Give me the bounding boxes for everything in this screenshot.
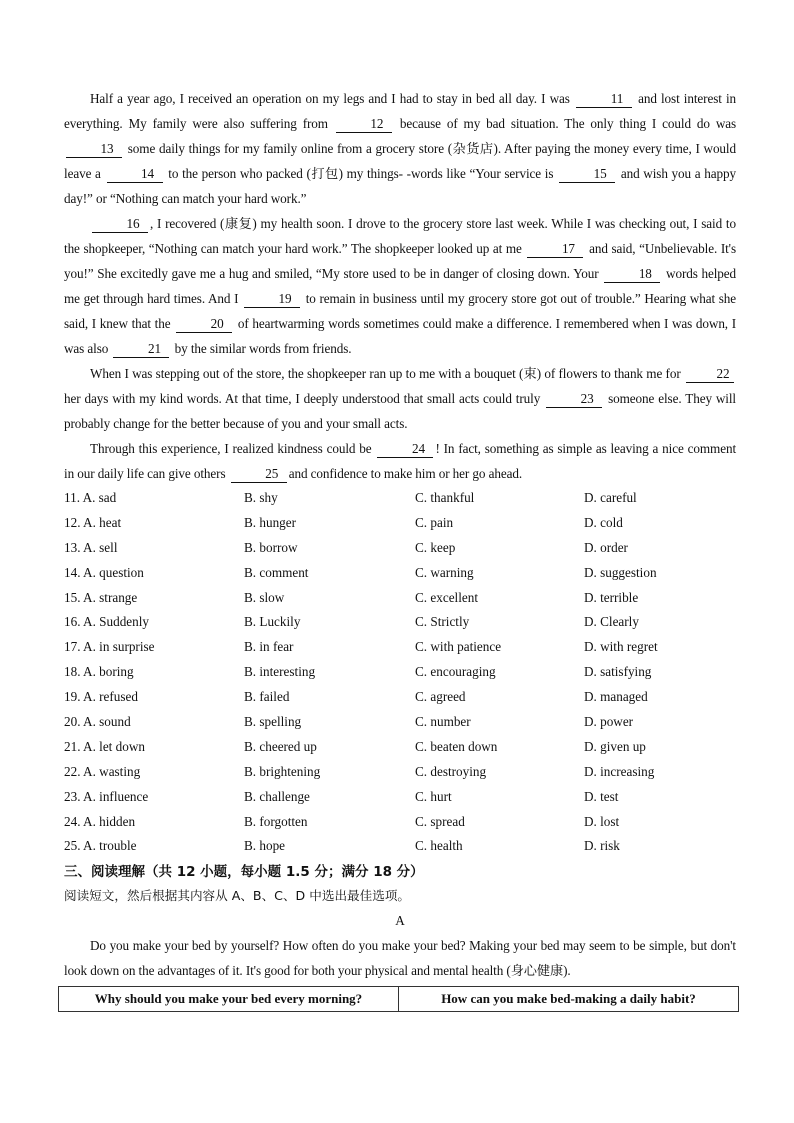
passage-text: to remain in business until my grocery store got out of trouble.” Hearing what she said, I knew that the: [64, 291, 736, 331]
passage-text: her days with my kind words. At that time, I deeply understood that small acts could truly: [64, 391, 541, 406]
blank-16[interactable]: 16: [92, 215, 148, 233]
option-d[interactable]: D. suggestion: [584, 564, 657, 580]
option-a[interactable]: 25. A. trouble: [64, 838, 137, 854]
passage-text: someone else. They will probably change for the better because of you and your small acts.: [64, 391, 736, 431]
passage-text: and confidence to make him or her go ahead.: [288, 466, 523, 481]
option-row-24: [64, 810, 736, 835]
option-b[interactable]: B. spelling: [244, 714, 302, 730]
passage-paragraph-1: [64, 86, 736, 211]
passage-text: of heartwarming words sometimes could make a difference. I remembered when I was down, I was also: [64, 316, 736, 356]
passage-paragraph-4: [64, 436, 736, 486]
option-b[interactable]: B. interesting: [244, 664, 316, 680]
option-row-20: [64, 710, 736, 735]
option-row-21: [64, 735, 736, 760]
option-c[interactable]: C. excellent: [415, 589, 478, 605]
option-d[interactable]: D. Clearly: [584, 614, 639, 630]
option-b[interactable]: B. hunger: [244, 514, 297, 530]
table-header-why: Why should you make your bed every morning?: [94, 991, 363, 1007]
option-d[interactable]: D. careful: [584, 490, 637, 505]
option-row-18: [64, 660, 736, 685]
blank-13[interactable]: 13: [66, 140, 122, 158]
document-page: [64, 86, 736, 1012]
option-b[interactable]: B. slow: [244, 589, 285, 605]
option-a[interactable]: 16. A. Suddenly: [64, 614, 149, 630]
option-b[interactable]: B. in fear: [244, 639, 294, 655]
passage-letter: A: [395, 913, 405, 929]
blank-21[interactable]: 21: [113, 340, 169, 358]
option-c[interactable]: C. health: [415, 838, 463, 854]
option-b[interactable]: B. forgotten: [244, 813, 308, 829]
passage-text: by the similar words from friends.: [174, 341, 352, 356]
section-title: 三、阅读理解（共 12 小题，每小题 1.5 分；满分 18 分）: [64, 864, 424, 881]
option-d[interactable]: D. managed: [584, 689, 648, 705]
option-a[interactable]: 15. A. strange: [64, 589, 138, 605]
option-d[interactable]: D. with regret: [584, 639, 658, 655]
option-c[interactable]: C. encouraging: [415, 664, 496, 680]
option-row-12: [64, 511, 736, 536]
option-row-14: [64, 561, 736, 586]
blank-25[interactable]: 25: [231, 465, 287, 483]
option-b[interactable]: B. shy: [244, 490, 278, 505]
blank-20[interactable]: 20: [176, 315, 232, 333]
option-a[interactable]: 17. A. in surprise: [64, 639, 155, 655]
passage-text: some daily things for my family online from a grocery store (杂货店). After paying the money every time, I would leave a: [64, 141, 736, 181]
option-d[interactable]: D. order: [584, 539, 628, 555]
passage-text: Half a year ago, I received an operation on my legs and I had to stay in bed all day. I was: [90, 91, 570, 106]
passage-text: and wish you a happy day!” or “Nothing can match your hard work.”: [64, 166, 736, 206]
option-row-19: [64, 685, 736, 710]
option-a[interactable]: 12. A. heat: [64, 514, 122, 530]
option-a[interactable]: 19. A. refused: [64, 689, 138, 705]
option-c[interactable]: C. Strictly: [415, 614, 470, 630]
option-d[interactable]: D. increasing: [584, 763, 655, 779]
option-d[interactable]: D. cold: [584, 514, 623, 530]
blank-15[interactable]: 15: [559, 165, 615, 183]
passage-text: and said, “Unbelievable. It's you!” She excitedly gave me a hug and smiled, “My store used to be in danger of closing down. Your: [64, 241, 736, 281]
blank-17[interactable]: 17: [527, 240, 583, 258]
blank-14[interactable]: 14: [107, 165, 163, 183]
option-b[interactable]: B. comment: [244, 564, 309, 580]
options-list: [64, 486, 736, 859]
blank-18[interactable]: 18: [604, 265, 660, 283]
option-d[interactable]: D. satisfying: [584, 664, 652, 680]
option-row-22: [64, 760, 736, 785]
option-c[interactable]: C. beaten down: [415, 738, 498, 754]
blank-22[interactable]: 22: [686, 365, 734, 383]
option-row-11: [64, 486, 736, 511]
option-a[interactable]: 18. A. boring: [64, 664, 134, 680]
option-c[interactable]: C. spread: [415, 813, 465, 829]
passage-text: Through this experience, I realized kindness could be: [90, 441, 372, 456]
passage-paragraph-2: [64, 211, 736, 361]
option-d[interactable]: D. given up: [584, 738, 646, 754]
option-b[interactable]: B. challenge: [244, 788, 310, 804]
blank-23[interactable]: 23: [546, 390, 602, 408]
option-a[interactable]: 21. A. let down: [64, 738, 145, 754]
option-a[interactable]: 14. A. question: [64, 564, 144, 580]
passage-text: because of my bad situation. The only thing I could do was: [399, 116, 737, 131]
blank-11[interactable]: 11: [576, 90, 632, 108]
option-b[interactable]: B. brightening: [244, 763, 321, 779]
option-b[interactable]: B. hope: [244, 838, 286, 854]
option-row-13: [64, 536, 736, 561]
option-c[interactable]: C. hurt: [415, 788, 452, 804]
passage-text: ! In fact, something as simple as leaving a nice comment in our daily life can give others: [64, 441, 737, 481]
option-d[interactable]: D. power: [584, 714, 634, 730]
option-b[interactable]: B. borrow: [244, 539, 298, 555]
option-d[interactable]: D. test: [584, 788, 619, 804]
table-header-how: How can you make bed-making a daily habit?: [398, 987, 738, 1011]
blank-12[interactable]: 12: [336, 115, 392, 133]
section-instruction: 阅读短文，然后根据其内容从 A、B、C、D 中选出最佳选项。: [64, 888, 411, 904]
option-c[interactable]: C. pain: [415, 514, 454, 530]
option-b[interactable]: B. failed: [244, 689, 290, 705]
reading-intro: Do you make your bed by yourself? How often do you make your bed? Making your bed may seem to be simple, but don't look down on the advantages of it. It's good for both your physical and mental health (身心健康).: [64, 938, 736, 979]
passage-text: words helped me get through hard times. And I: [64, 266, 737, 306]
option-row-23: [64, 785, 736, 810]
passage-text: to the person who packed (打包) my things- -words like “Your service is: [168, 166, 554, 181]
option-c[interactable]: C. thankful: [415, 490, 475, 505]
blank-24[interactable]: 24: [377, 440, 433, 458]
option-a[interactable]: 13. A. sell: [64, 539, 118, 555]
option-c[interactable]: C. destroying: [415, 763, 487, 779]
option-row-15: [64, 586, 736, 611]
option-a[interactable]: 22. A. wasting: [64, 763, 141, 779]
passage-text: , I recovered (康复) my health soon. I drove to the grocery store last week. While I was checking out, I said to the shopkeeper, “Nothing can match your hard work.” The shopkeeper looked up at me: [64, 216, 736, 256]
option-row-25: [64, 834, 736, 859]
blank-19[interactable]: 19: [244, 290, 300, 308]
option-d[interactable]: D. risk: [584, 838, 620, 854]
option-d[interactable]: D. terrible: [584, 589, 639, 605]
passage-text: When I was stepping out of the store, the shopkeeper ran up to me with a bouquet (束) of flowers to thank me for: [90, 366, 681, 381]
option-c[interactable]: C. keep: [415, 539, 456, 555]
reading-table: [58, 986, 739, 1012]
option-c[interactable]: C. with patience: [415, 639, 502, 655]
option-c[interactable]: C. number: [415, 714, 471, 730]
option-c[interactable]: C. agreed: [415, 689, 466, 705]
option-b[interactable]: B. cheered up: [244, 738, 317, 754]
option-row-17: [64, 635, 736, 660]
option-b[interactable]: B. Luckily: [244, 614, 301, 630]
passage-paragraph-3: [64, 361, 736, 436]
option-a[interactable]: 11. A. sad: [64, 490, 117, 505]
option-a[interactable]: 20. A. sound: [64, 714, 131, 730]
option-row-16: [64, 610, 736, 635]
option-c[interactable]: C. warning: [415, 564, 474, 580]
option-d[interactable]: D. lost: [584, 813, 620, 829]
option-a[interactable]: 23. A. influence: [64, 788, 149, 804]
passage-text: and lost interest in everything. My family were also suffering from: [64, 91, 736, 131]
option-a[interactable]: 24. A. hidden: [64, 813, 136, 829]
